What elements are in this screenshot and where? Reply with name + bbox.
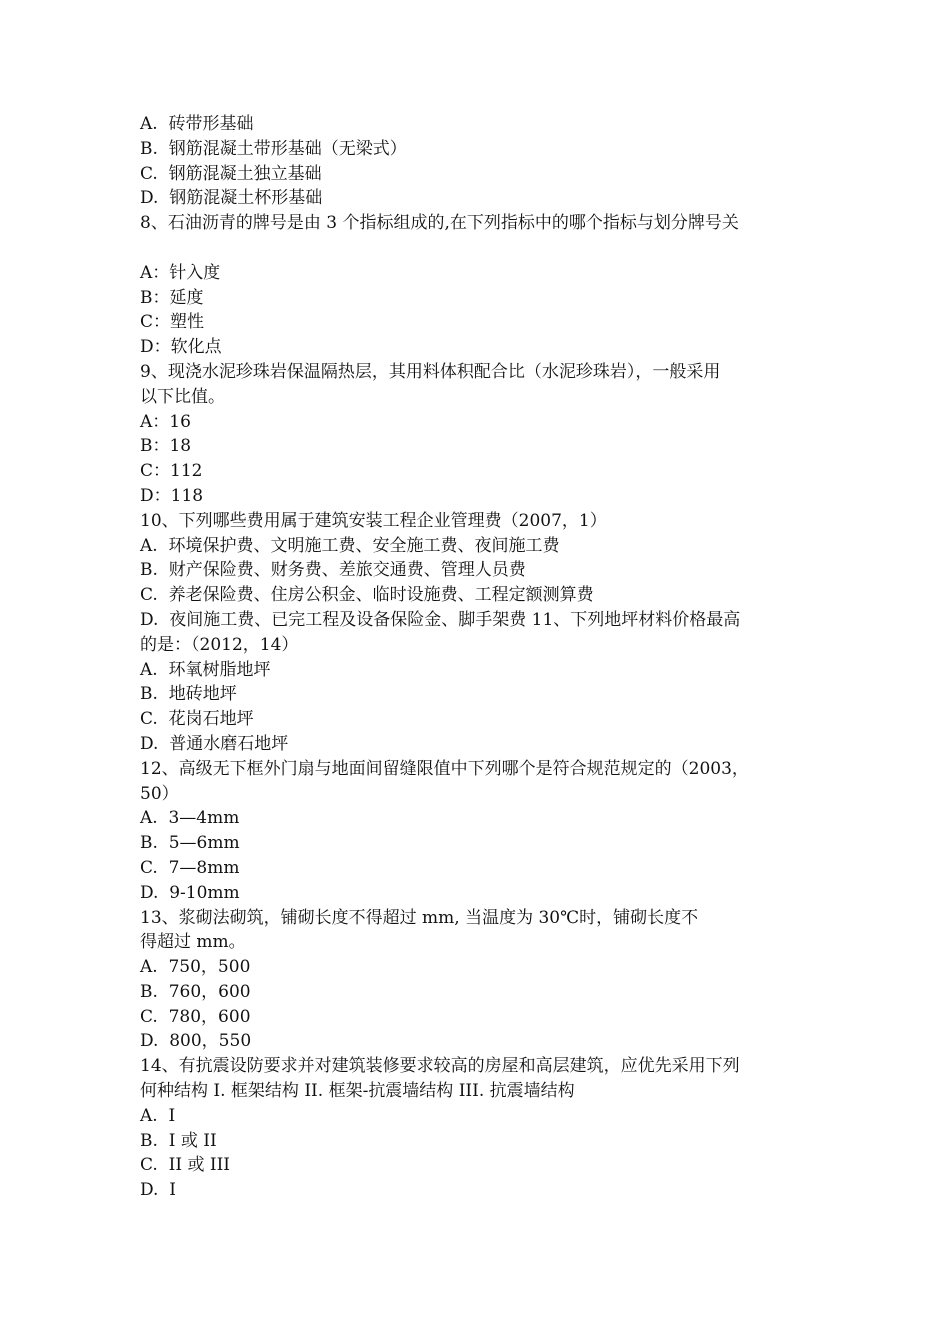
- option-line: D. 800，550: [140, 1031, 252, 1052]
- option-line: D. 普通水磨石地坪: [140, 733, 289, 754]
- option-line: C. 养老保险费、住房公积金、临时设施费、工程定额测算费: [140, 585, 594, 606]
- question-11-cont: 的是：（2012，14）: [140, 634, 299, 655]
- question-14: 14、有抗震设防要求并对建筑装修要求较高的房屋和高层建筑，应优先采用下列: [140, 1056, 740, 1077]
- option-line: B. 钢筋混凝土带形基础（无梁式）: [140, 138, 407, 159]
- option-line: A：16: [140, 411, 191, 432]
- option-line: C：112: [140, 461, 203, 482]
- option-line: B. 财产保险费、财务费、差旅交通费、管理人员费: [140, 560, 526, 581]
- question-14-cont: 何种结构 I. 框架结构 II. 框架-抗震墙结构 III. 抗震墙结构: [140, 1081, 575, 1102]
- question-13: 13、浆砌法砌筑，铺砌长度不得超过 mm, 当温度为 30℃时，铺砌长度不: [140, 907, 699, 928]
- document-body: [140, 112, 820, 1203]
- option-line: C. II 或 III: [140, 1155, 230, 1176]
- question-12-cont: 50）: [140, 783, 179, 804]
- option-line: D. 钢筋混凝土杯形基础: [140, 188, 323, 209]
- option-line: A：针入度: [140, 262, 221, 283]
- option-line: D：软化点: [140, 337, 222, 358]
- option-line: B. 760，600: [140, 981, 251, 1002]
- option-line: D. 9-10mm: [140, 882, 240, 903]
- option-line: C. 花岗石地坪: [140, 709, 254, 730]
- option-line: B：18: [140, 436, 192, 457]
- option-line: A. I: [140, 1105, 176, 1126]
- option-line: C. 780，600: [140, 1006, 251, 1027]
- question-9: 9、现浇水泥珍珠岩保温隔热层，其用料体积配合比（水泥珍珠岩），一般采用: [140, 361, 721, 382]
- option-line: B. 地砖地坪: [140, 684, 237, 705]
- question-9-cont: 以下比值。: [140, 386, 225, 407]
- option-line: A. 750，500: [140, 957, 251, 978]
- option-line: A. 环境保护费、文明施工费、安全施工费、夜间施工费: [140, 535, 560, 556]
- option-line: B：延度: [140, 287, 204, 308]
- option-line: C. 7—8mm: [140, 857, 240, 878]
- blank-line: [140, 236, 820, 261]
- option-line: D. 夜间施工费、已完工程及设备保险金、脚手架费 11、下列地坪材料价格最高: [140, 609, 741, 630]
- question-13-cont: 得超过 mm。: [140, 932, 246, 953]
- option-line: C. 钢筋混凝土独立基础: [140, 163, 322, 184]
- option-line: D：118: [140, 485, 204, 506]
- option-line: A. 环氧树脂地坪: [140, 659, 271, 680]
- option-line: B. I 或 II: [140, 1130, 217, 1151]
- option-line: B. 5—6mm: [140, 833, 240, 854]
- question-12: 12、高级无下框外门扇与地面间留缝限值中下列哪个是符合规范规定的（2003，: [140, 758, 749, 779]
- question-8: 8、石油沥青的牌号是由 3 个指标组成的,在下列指标中的哪个指标与划分牌号关: [140, 213, 739, 234]
- question-10: 10、下列哪些费用属于建筑安装工程企业管理费（2007，1）: [140, 510, 607, 531]
- option-line: D. I: [140, 1180, 176, 1201]
- option-line: A. 3—4mm: [140, 808, 240, 829]
- option-line: C：塑性: [140, 312, 205, 333]
- option-line: A. 砖带形基础: [140, 114, 254, 134]
